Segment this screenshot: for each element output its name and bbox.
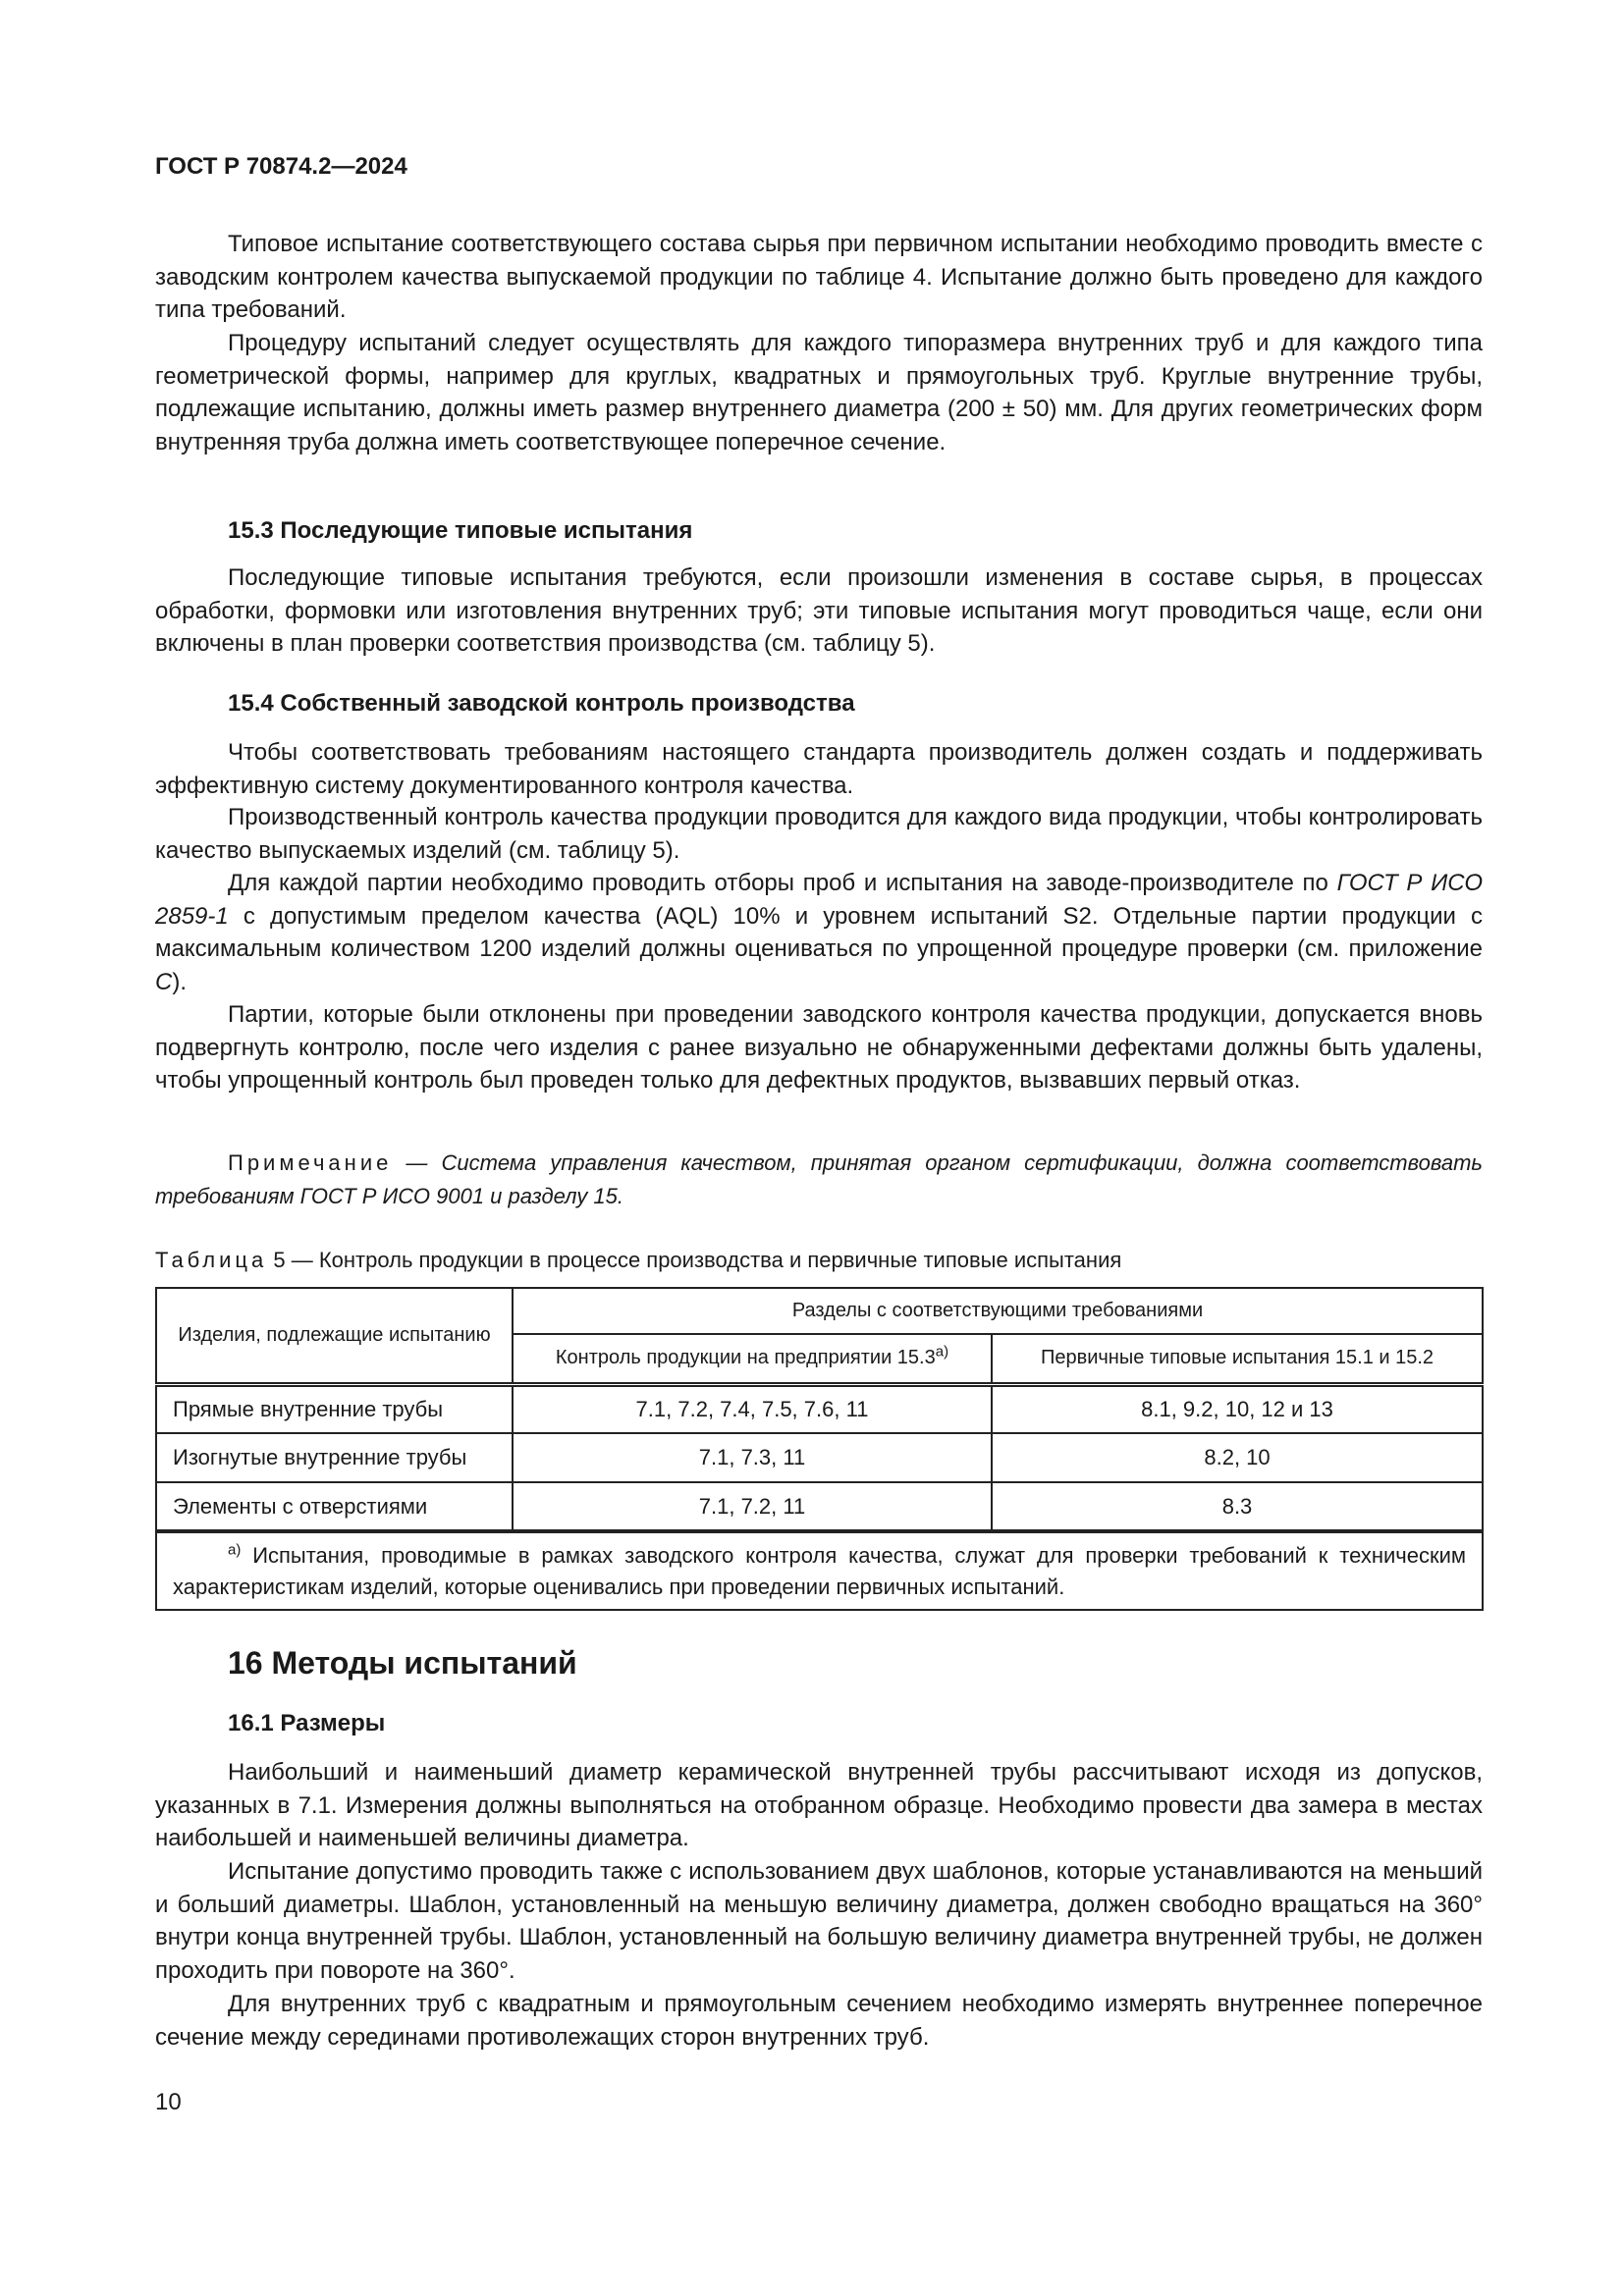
table-row	[156, 1482, 1483, 1531]
text: с допустимым пределом качества (AQL) 10% и уровнем испытаний S2. Отдельные партии продукции с максимальным количеством 1200 изделий должны оцениваться по упрощенной процедуре проверки (см. приложение	[155, 902, 1483, 963]
column-header-items: Изделия, подлежащие испытанию	[156, 1288, 513, 1384]
column-header-primary: Первичные типовые испытания 15.1 и 15.2	[992, 1334, 1483, 1384]
page-number: 10	[155, 2089, 182, 2115]
paragraph: Последующие типовые испытания требуются, если произошли изменения в составе сырья, в процессах обработки, формовки или изготовления внутренних труб; эти типовые испытания могут проводиться чаще, если они включены в план проверки соответствия производства (см. таблицу 5).	[155, 564, 1483, 658]
paragraph: Процедуру испытаний следует осуществлять для каждого типоразмера внутренних труб и для каждого типа геометрической формы, например для круглых, квадратных и прямоугольных труб. Круглые внутренние трубы, подлежащие испытанию, должны иметь размер внутреннего диаметра (200 ± 50) мм. Для других геометрических форм внутренняя труба должна иметь соответствующее поперечное сечение.	[155, 330, 1483, 455]
paragraph: Партии, которые были отклонены при проведении заводского контроля качества продукции, допускается вновь подвергнуть контролю, после чего изделия с ранее визуально не обнаруженными дефектами должны быть удалены, чтобы упрощенный контроль был проведен только для дефектных продуктов, вызвавших первый отказ.	[155, 1001, 1483, 1095]
table-row	[156, 1433, 1483, 1482]
caption-label: Таблица	[155, 1248, 268, 1272]
cell-primary: 8.2, 10	[992, 1433, 1483, 1482]
column-header-control	[513, 1334, 992, 1384]
section-heading-15-4: 15.4 Собственный заводской контроль производства	[228, 690, 855, 717]
cell-control: 7.1, 7.2, 7.4, 7.5, 7.6, 11	[513, 1384, 992, 1433]
text: Для каждой партии необходимо проводить отборы проб и испытания на заводе-производителе по	[228, 870, 1337, 896]
note-text: — Система управления качеством, принятая органом сертификации, должна соответствовать требованиям ГОСТ Р ИСО 9001 и разделу 15.	[155, 1150, 1483, 1208]
footnote-mark: а)	[228, 1541, 242, 1559]
cell-control: 7.1, 7.3, 11	[513, 1433, 992, 1482]
reference-link: ГОСТ Р ИСО 2859-1	[155, 870, 1483, 930]
paragraph	[155, 867, 1483, 998]
paragraph: Испытание допустимо проводить также с использованием двух шаблонов, которые устанавливаются на меньший и больший диаметры. Шаблон, установленный на меньшую величину диаметра, должен свободно вращаться на 360° внутри конца внутренней трубы. Шаблон, установленный на большую величину диаметра внутренней трубы, не должен проходить при повороте на 360°.	[155, 1858, 1483, 1984]
section-heading-16-1: 16.1 Размеры	[228, 1710, 386, 1736]
cell-primary: 8.1, 9.2, 10, 12 и 13	[992, 1384, 1483, 1433]
column-header-sections: Разделы с соответствующими требованиями	[513, 1288, 1483, 1334]
cell-control: 7.1, 7.2, 11	[513, 1482, 992, 1531]
paragraph: Типовое испытание соответствующего состава сырья при первичном испытании необходимо проводить вместе с заводским контролем качества выпускаемой продукции по таблице 4. Испытание должно быть проведено для каждого типа требований.	[155, 231, 1483, 324]
note	[155, 1147, 1483, 1212]
header-text: Контроль продукции на предприятии 15.3	[555, 1347, 936, 1369]
table-caption	[155, 1244, 1483, 1277]
document-header: ГОСТ Р 70874.2—2024	[155, 153, 407, 180]
table-footnote	[156, 1531, 1483, 1610]
caption-text: 5 — Контроль продукции в процессе производства и первичные типовые испытания	[267, 1248, 1122, 1272]
footnote-mark: а)	[935, 1343, 949, 1361]
paragraph: Производственный контроль качества продукции проводится для каждого вида продукции, чтобы контролировать качество выпускаемых изделий (см. таблицу 5).	[155, 804, 1483, 864]
note-label: Примечание	[228, 1150, 393, 1175]
cell-item: Изогнутые внутренние трубы	[156, 1433, 513, 1482]
footnote-text: Испытания, проводимые в рамках заводского контроля качества, служат для проверки требований к техническим характеристикам изделий, которые оценивались при проведении первичных испытаний.	[173, 1542, 1466, 1599]
paragraph: Наибольший и наименьший диаметр керамической внутренней трубы рассчитывают исходя из допусков, указанных в 7.1. Измерения должны выполняться на отобранном образце. Необходимо провести два замера в местах наибольшей и наименьшей величины диаметра.	[155, 1759, 1483, 1852]
cell-item: Элементы с отверстиями	[156, 1482, 513, 1531]
paragraph: Чтобы соответствовать требованиям настоящего стандарта производитель должен создать и поддерживать эффективную систему документированного контроля качества.	[155, 739, 1483, 799]
table-row	[156, 1384, 1483, 1433]
cell-primary: 8.3	[992, 1482, 1483, 1531]
cell-item: Прямые внутренние трубы	[156, 1384, 513, 1433]
section-heading-15-3: 15.3 Последующие типовые испытания	[228, 517, 693, 544]
paragraph: Для внутренних труб с квадратным и прямоугольным сечением необходимо измерять внутреннее поперечное сечение между серединами противолежащих сторон внутренних труб.	[155, 1991, 1483, 2051]
section-heading-16: 16 Методы испытаний	[228, 1645, 577, 1681]
annex-reference: С	[155, 968, 173, 995]
text: ).	[172, 968, 188, 995]
table-5	[155, 1287, 1484, 1611]
